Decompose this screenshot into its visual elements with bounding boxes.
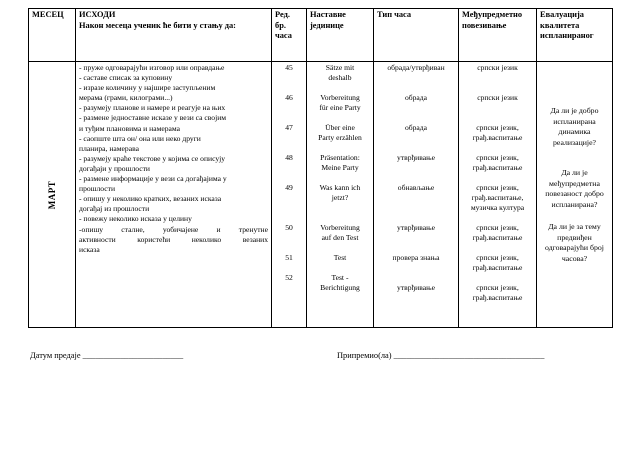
- lesson-type-cell: [374, 62, 459, 328]
- header-teaching-unit: Наставне јединице: [307, 9, 374, 62]
- month-cell: [29, 62, 76, 328]
- outcome-line: - опишу у неколико кратких, везаних исказа: [79, 194, 222, 204]
- header-evaluation: Евалуација квалитета испланираног: [537, 9, 613, 62]
- teaching-unit: Vorbereitung auf den Test: [320, 223, 360, 243]
- teaching-unit: Über eine Party erzählen: [318, 123, 362, 143]
- outcome-line: - пружe одговарајући изговор или оправдање: [79, 63, 225, 72]
- cross-curricular: српски језик, грађ.васпитање: [472, 123, 523, 143]
- lesson-number: 50: [285, 223, 293, 232]
- lesson-number: 48: [285, 153, 293, 162]
- outcome-line: - размене информације у вези са догађајима у: [79, 174, 227, 184]
- header-lesson-type: Тип часа: [374, 9, 459, 62]
- outcome-line: - изразе количину у најширe заступљеним: [79, 83, 216, 93]
- lesson-number: 49: [285, 183, 293, 192]
- cross-curricular: српски језик, грађ.васпитање, музичка култура: [470, 183, 525, 213]
- outcome-line: догађаји у прошлости: [79, 163, 150, 173]
- submission-date: [30, 351, 183, 360]
- month-label: МАРТ: [47, 180, 57, 209]
- evaluation-question: Да ли је за тему предвиђен одговарајући број часова?: [545, 222, 604, 263]
- prepared-by-line[interactable]: ____________________________________: [393, 351, 545, 360]
- teaching-unit: Test - Berichtigung: [320, 273, 360, 293]
- prepared-by: [337, 351, 544, 360]
- lesson-type: утврђивање: [397, 283, 435, 292]
- lesson-type: обрада: [404, 93, 428, 102]
- submission-date-label: Датум предаје: [30, 351, 81, 360]
- lesson-type: утврђивање: [397, 223, 435, 232]
- lesson-number: 45: [285, 63, 293, 72]
- teaching-unit-cell: [307, 62, 374, 328]
- header-month: МЕСЕЦ: [29, 9, 76, 62]
- outcome-line: - разумеју планове и намере и реагује на њих: [79, 103, 226, 113]
- prepared-by-label: Припремио(ла): [337, 351, 392, 360]
- outcome-line: догађај из прошлости: [79, 204, 150, 214]
- header-outcomes: ИСХОДИ Након месеца ученик ће бити у стању да:: [76, 9, 272, 62]
- header-lesson-number: Ред. бр. часа: [272, 9, 307, 62]
- outcomes-cell: [76, 62, 272, 328]
- evaluation-question: Да ли је добро испланирана динамика реализације?: [550, 106, 599, 147]
- outcome-line: планира, намерава: [79, 143, 139, 153]
- lesson-number: 51: [285, 253, 293, 262]
- outcome-line: мерама (грами, килограми...): [79, 93, 173, 103]
- outcome-line: - разумеју краће текстове у којима се описују: [79, 153, 226, 163]
- lesson-type: обнављање: [397, 183, 435, 192]
- outcome-line: -опишу сталне, уобичајене и тренутне: [79, 224, 268, 234]
- teaching-unit: Vorbereitung für eine Party: [319, 93, 361, 113]
- cross-curricular: српски језик: [477, 93, 518, 102]
- lesson-type: утврђивање: [397, 153, 435, 162]
- outcome-line: - повежу неколико исказа у целину: [79, 214, 192, 224]
- outcome-line: исказа: [79, 244, 100, 254]
- lesson-plan-table: [28, 8, 613, 328]
- outcome-line: - саставе списак за куповину: [79, 73, 173, 83]
- outcome-line: и туђим плановима и намерама: [79, 123, 181, 133]
- teaching-unit: Test: [333, 253, 347, 262]
- cross-curricular: српски језик: [477, 63, 518, 72]
- outcome-line: активности користећи неколико везаних: [79, 234, 268, 244]
- lesson-type: обрада: [404, 123, 428, 132]
- cross-curricular: српски језик, грађ.васпитање: [472, 153, 523, 173]
- lesson-type: провера знања: [392, 253, 440, 262]
- cross-curricular: српски језик, грађ.васпитање: [472, 253, 523, 273]
- header-cross-curricular: Међупредметно повезивање: [459, 9, 537, 62]
- lesson-number-cell: [272, 62, 307, 328]
- evaluation-cell: [537, 62, 613, 328]
- cross-curricular-cell: [459, 62, 537, 328]
- evaluation-question: Да ли је међупредметна повезаност добро испланирана?: [545, 168, 604, 209]
- cross-curricular: српски језик, грађ.васпитање: [472, 223, 523, 243]
- header-row: [29, 9, 613, 62]
- lesson-type: обрада/утврђиван: [387, 63, 445, 72]
- outcome-line: - размене једноставне исказе у вези са својим: [79, 113, 227, 123]
- lesson-number: 52: [285, 273, 293, 282]
- teaching-unit: Präsentation: Meine Party: [320, 153, 360, 173]
- submission-date-line[interactable]: ________________________: [82, 351, 184, 360]
- march-row: [29, 62, 613, 328]
- teaching-unit: Sätze mit deshalb: [325, 63, 355, 83]
- teaching-unit: Was kann ich jetzt?: [319, 183, 361, 203]
- lesson-number: 46: [285, 93, 293, 102]
- cross-curricular: српски језик, грађ.васпитање: [472, 283, 523, 303]
- outcome-line: - саопште шта он/ она или неко други: [79, 133, 201, 143]
- outcome-line: прошлости: [79, 184, 116, 194]
- lesson-number: 47: [285, 123, 293, 132]
